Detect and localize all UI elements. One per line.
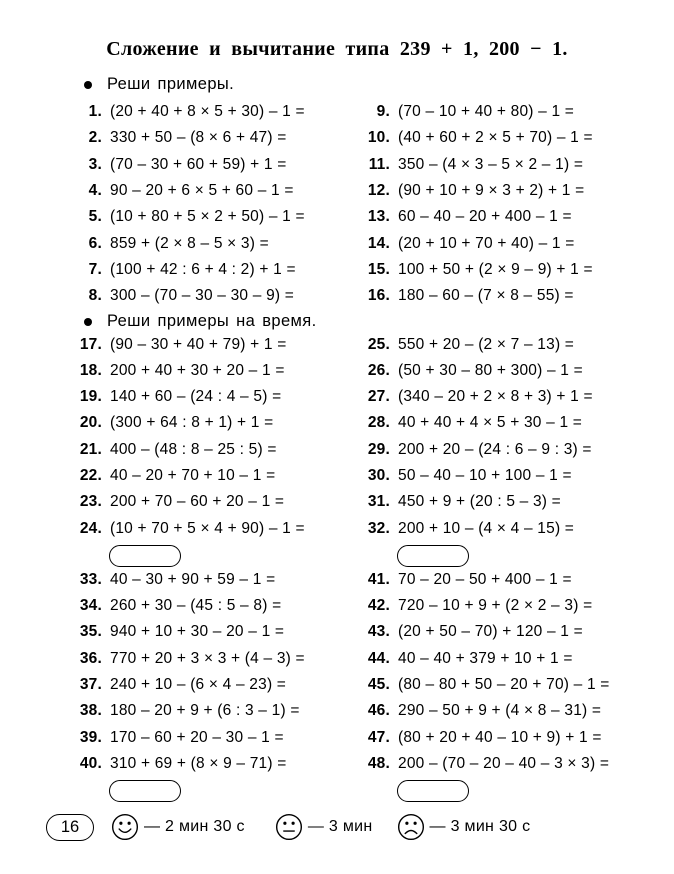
problem-expression: 50 – 40 – 10 + 100 – 1 = bbox=[398, 467, 572, 484]
problem-expression: 770 + 20 + 3 × 3 + (4 – 3) = bbox=[110, 649, 305, 667]
problem-row bbox=[360, 125, 674, 151]
problem-expression: 310 + 69 + (8 × 9 – 71) = bbox=[110, 754, 287, 772]
problem-expression: 200 + 40 + 30 + 20 – 1 = bbox=[110, 361, 285, 379]
happy-face-icon bbox=[111, 813, 139, 841]
problem-row bbox=[72, 751, 360, 777]
problem-expression: 720 – 10 + 9 + (2 × 2 – 3) = bbox=[398, 597, 593, 615]
problem-row bbox=[72, 619, 360, 645]
problem-number: 26. bbox=[367, 361, 390, 379]
time-answer-box bbox=[397, 545, 469, 567]
problem-row bbox=[72, 515, 360, 541]
problem-number: 41. bbox=[367, 570, 390, 588]
footer bbox=[0, 813, 674, 841]
problem-row bbox=[72, 152, 360, 178]
sad-face-icon bbox=[397, 813, 425, 841]
problem-row bbox=[72, 125, 360, 151]
problem-expression: 400 – (48 : 8 – 25 : 5) = bbox=[110, 440, 277, 458]
problem-row bbox=[72, 257, 360, 283]
problem-expression: 40 – 40 + 379 + 10 + 1 = bbox=[398, 649, 573, 667]
problem-number: 30. bbox=[367, 467, 390, 484]
problem-expression: 40 + 40 + 4 × 5 + 30 – 1 = bbox=[398, 414, 583, 432]
problem-row bbox=[360, 751, 674, 777]
problems-column-33-40 bbox=[72, 567, 360, 802]
problem-row bbox=[72, 567, 360, 593]
problem-expression: 40 – 20 + 70 + 10 – 1 = bbox=[110, 467, 276, 484]
problem-number: 22. bbox=[79, 467, 102, 484]
section-2-header-label: Реши примеры на время. bbox=[107, 312, 317, 331]
problem-number: 24. bbox=[79, 519, 102, 537]
problem-number: 46. bbox=[367, 702, 390, 720]
problems-column-1-8 bbox=[72, 99, 360, 309]
problem-number: 15. bbox=[367, 260, 390, 278]
problem-row bbox=[72, 672, 360, 698]
problem-number: 43. bbox=[367, 623, 390, 641]
problem-row bbox=[360, 567, 674, 593]
problem-number: 8. bbox=[88, 287, 102, 305]
problem-row bbox=[360, 358, 674, 384]
rating-happy bbox=[111, 813, 245, 841]
problem-number: 20. bbox=[79, 414, 102, 432]
problem-expression: 70 – 20 – 50 + 400 – 1 = bbox=[398, 570, 572, 588]
problem-expression: 300 – (70 – 30 – 30 – 9) = bbox=[110, 287, 295, 305]
problem-row bbox=[360, 257, 674, 283]
problem-number: 36. bbox=[79, 649, 102, 667]
problem-number: 1. bbox=[88, 103, 102, 121]
rating-sad bbox=[397, 813, 531, 841]
problem-expression: (300 + 64 : 8 + 1) + 1 = bbox=[110, 414, 274, 432]
problem-number: 45. bbox=[367, 676, 390, 694]
problem-row bbox=[360, 331, 674, 357]
problem-expression: 859 + (2 × 8 – 5 × 3) = bbox=[110, 234, 269, 252]
problem-number: 44. bbox=[367, 649, 390, 667]
problem-row bbox=[72, 437, 360, 463]
problem-row bbox=[360, 593, 674, 619]
problem-expression: (20 + 50 – 70) + 120 – 1 = bbox=[398, 623, 583, 641]
problem-row bbox=[72, 331, 360, 357]
problem-number: 21. bbox=[79, 440, 102, 458]
section-1-problems bbox=[72, 99, 674, 309]
problem-row bbox=[72, 384, 360, 410]
problem-number: 34. bbox=[79, 597, 102, 615]
rating-label: — 3 мин bbox=[307, 818, 373, 835]
time-answer-box bbox=[397, 780, 469, 802]
problem-expression: (10 + 70 + 5 × 4 + 90) – 1 = bbox=[110, 519, 305, 537]
time-answer-box bbox=[109, 545, 181, 567]
problem-row bbox=[72, 593, 360, 619]
problem-row bbox=[72, 204, 360, 230]
problem-number: 16. bbox=[367, 287, 390, 305]
rating-neutral bbox=[275, 813, 373, 841]
problem-expression: 180 – 60 – (7 × 8 – 55) = bbox=[398, 287, 574, 305]
problem-row bbox=[72, 410, 360, 436]
problem-row bbox=[72, 463, 360, 489]
problem-expression: 100 + 50 + (2 × 9 – 9) + 1 = bbox=[398, 260, 593, 278]
section-1-header bbox=[84, 75, 674, 94]
problem-number: 27. bbox=[367, 388, 390, 406]
problem-number: 23. bbox=[79, 493, 102, 511]
problem-row bbox=[360, 152, 674, 178]
problem-expression: (20 + 40 + 8 × 5 + 30) – 1 = bbox=[110, 103, 305, 121]
bullet-icon bbox=[84, 318, 92, 326]
problem-number: 11. bbox=[368, 155, 390, 173]
problem-number: 3. bbox=[88, 155, 102, 173]
problem-number: 5. bbox=[88, 208, 102, 226]
section-1-header-label: Реши примеры. bbox=[107, 75, 235, 93]
problem-number: 29. bbox=[367, 440, 390, 458]
problem-row bbox=[360, 725, 674, 751]
problem-row bbox=[360, 463, 674, 489]
problem-number: 14. bbox=[367, 234, 390, 252]
problem-number: 13. bbox=[367, 208, 390, 226]
problem-number: 35. bbox=[79, 623, 102, 641]
problem-expression: (10 + 80 + 5 × 2 + 50) – 1 = bbox=[110, 208, 305, 226]
problem-row bbox=[360, 410, 674, 436]
section-2-header bbox=[84, 312, 674, 331]
section-2-problems-group-1 bbox=[72, 331, 674, 566]
problem-expression: (70 – 10 + 40 + 80) – 1 = bbox=[398, 103, 575, 121]
problem-number: 42. bbox=[367, 597, 390, 615]
problem-row bbox=[360, 672, 674, 698]
problem-number: 38. bbox=[79, 702, 102, 720]
problem-expression: 550 + 20 – (2 × 7 – 13) = bbox=[398, 335, 575, 353]
problem-number: 40. bbox=[79, 754, 102, 772]
problem-number: 6. bbox=[88, 234, 102, 252]
problem-expression: (80 + 20 + 40 – 10 + 9) + 1 = bbox=[398, 728, 602, 746]
problems-column-25-32 bbox=[360, 331, 674, 566]
problem-row bbox=[72, 358, 360, 384]
problem-row bbox=[360, 698, 674, 724]
problem-expression: 260 + 30 – (45 : 5 – 8) = bbox=[110, 597, 282, 615]
problem-expression: 170 – 60 + 20 – 30 – 1 = bbox=[110, 728, 284, 746]
problem-row bbox=[72, 230, 360, 256]
problem-expression: 940 + 10 + 30 – 20 – 1 = bbox=[110, 623, 285, 641]
problem-expression: (20 + 10 + 70 + 40) – 1 = bbox=[398, 234, 575, 252]
problem-row bbox=[360, 204, 674, 230]
problem-expression: 90 – 20 + 6 × 5 + 60 – 1 = bbox=[110, 182, 294, 200]
problem-row bbox=[72, 283, 360, 309]
problem-row bbox=[72, 178, 360, 204]
problem-row bbox=[360, 230, 674, 256]
problem-expression: 180 – 20 + 9 + (6 : 3 – 1) = bbox=[110, 702, 300, 720]
problem-row bbox=[360, 437, 674, 463]
problem-number: 10. bbox=[367, 129, 390, 147]
problem-row bbox=[360, 489, 674, 515]
problem-expression: 450 + 9 + (20 : 5 – 3) = bbox=[398, 493, 561, 511]
problem-number: 12. bbox=[367, 182, 390, 200]
time-answer-box bbox=[109, 780, 181, 802]
rating-label: — 3 мин 30 с bbox=[429, 818, 531, 835]
bullet-icon bbox=[84, 81, 92, 89]
problem-number: 25. bbox=[367, 335, 390, 353]
problem-expression: (90 + 10 + 9 × 3 + 2) + 1 = bbox=[398, 182, 585, 200]
problem-expression: 200 + 70 – 60 + 20 – 1 = bbox=[110, 493, 285, 511]
problem-row bbox=[72, 489, 360, 515]
problem-expression: 40 – 30 + 90 + 59 – 1 = bbox=[110, 570, 276, 588]
problem-row bbox=[72, 725, 360, 751]
rating-label: — 2 мин 30 с bbox=[144, 818, 245, 835]
section-2-problems-group-2 bbox=[72, 567, 674, 802]
problems-column-9-16 bbox=[360, 99, 674, 309]
problem-number: 7. bbox=[88, 260, 102, 278]
problem-number: 39. bbox=[79, 728, 102, 746]
problem-number: 18. bbox=[79, 361, 102, 379]
problem-row bbox=[360, 646, 674, 672]
problem-number: 33. bbox=[79, 570, 102, 588]
problem-expression: 200 + 20 – (24 : 6 – 9 : 3) = bbox=[398, 440, 592, 458]
problem-number: 37. bbox=[79, 676, 102, 694]
problem-expression: (80 – 80 + 50 – 20 + 70) – 1 = bbox=[398, 676, 610, 694]
problem-row bbox=[360, 178, 674, 204]
problem-expression: 140 + 60 – (24 : 4 – 5) = bbox=[110, 388, 282, 406]
problem-expression: 290 – 50 + 9 + (4 × 8 – 31) = bbox=[398, 702, 602, 720]
problem-expression: 350 – (4 × 3 – 5 × 2 – 1) = bbox=[398, 155, 584, 173]
problem-number: 4. bbox=[88, 182, 102, 200]
problem-expression: (90 – 30 + 40 + 79) + 1 = bbox=[110, 335, 287, 353]
problem-number: 48. bbox=[367, 754, 390, 772]
problem-number: 17. bbox=[79, 335, 102, 353]
problem-number: 9. bbox=[376, 103, 390, 121]
problem-expression: 330 + 50 – (8 × 6 + 47) = bbox=[110, 129, 287, 147]
problem-expression: (40 + 60 + 2 × 5 + 70) – 1 = bbox=[398, 129, 593, 147]
problem-number: 28. bbox=[367, 414, 390, 432]
problem-row bbox=[360, 283, 674, 309]
problem-expression: (340 – 20 + 2 × 8 + 3) + 1 = bbox=[398, 388, 593, 406]
problem-number: 47. bbox=[367, 728, 390, 746]
problem-number: 19. bbox=[79, 388, 102, 406]
problem-number: 31. bbox=[367, 493, 390, 511]
problem-expression: 200 – (70 – 20 – 40 – 3 × 3) = bbox=[398, 754, 610, 772]
problem-expression: 240 + 10 – (6 × 4 – 23) = bbox=[110, 676, 287, 694]
problem-row bbox=[72, 698, 360, 724]
page-title: Сложение и вычитание типа 239 + 1, 200 − 1. bbox=[106, 38, 568, 60]
problems-column-17-24 bbox=[72, 331, 360, 566]
problem-row bbox=[360, 515, 674, 541]
problem-number: 2. bbox=[88, 129, 102, 147]
problem-expression: (70 – 30 + 60 + 59) + 1 = bbox=[110, 155, 287, 173]
problem-expression: 200 + 10 – (4 × 4 – 15) = bbox=[398, 519, 575, 537]
problem-expression: (100 + 42 : 6 + 4 : 2) + 1 = bbox=[110, 260, 296, 278]
problem-expression: (50 + 30 – 80 + 300) – 1 = bbox=[398, 361, 583, 379]
problem-row bbox=[360, 99, 674, 125]
problem-row bbox=[360, 619, 674, 645]
neutral-face-icon bbox=[275, 813, 303, 841]
problem-number: 32. bbox=[367, 519, 390, 537]
problem-expression: 60 – 40 – 20 + 400 – 1 = bbox=[398, 208, 572, 226]
problem-row bbox=[72, 99, 360, 125]
problems-column-41-48 bbox=[360, 567, 674, 802]
problem-row bbox=[360, 384, 674, 410]
problem-row bbox=[72, 646, 360, 672]
page-number: 16 bbox=[46, 814, 94, 841]
